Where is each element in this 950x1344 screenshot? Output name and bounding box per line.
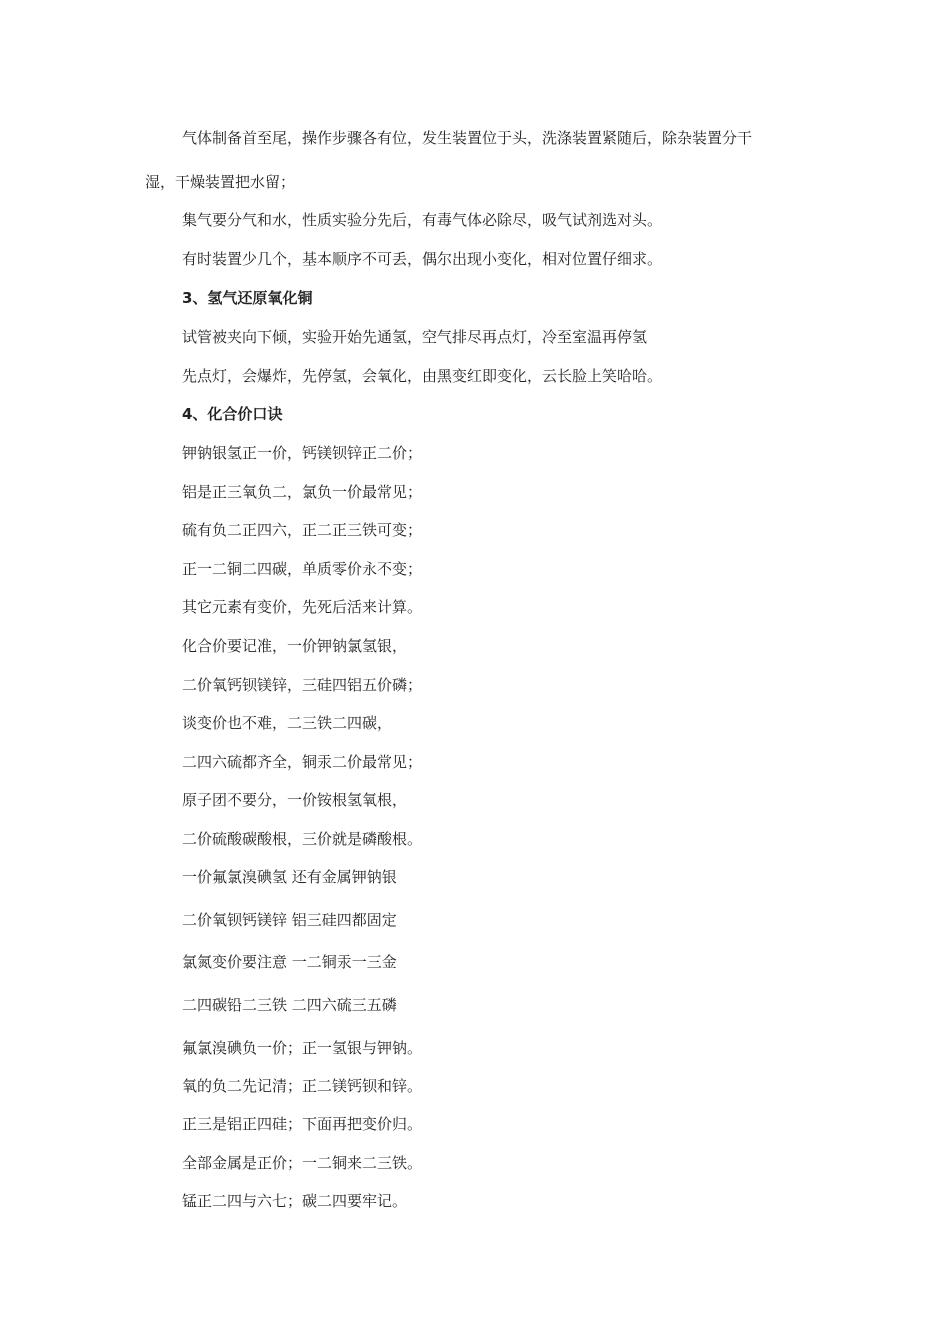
section-3-line-1: 试管被夹向下倾，实验开始先通氢，空气排尽再点灯，冷至室温再停氢 xyxy=(182,328,648,346)
valence-rhyme-line-7: 二价氧钙钡镁锌，三硅四铝五价磷； xyxy=(182,676,423,694)
valence-rhyme-line-16: 氟氯溴碘负一价；正一氢银与钾钠。 xyxy=(182,1039,423,1057)
valence-rhyme-line-8: 谈变价也不难，二三铁二四碳， xyxy=(182,714,393,732)
valence-rhyme-line-11: 二价硫酸碳酸根，三价就是磷酸根。 xyxy=(182,830,423,848)
valence-rhyme-line-13: 二价氧钡钙镁锌 铝三硅四都固定 xyxy=(182,911,397,929)
valence-rhyme-line-3: 硫有负二正四六，正二正三铁可变； xyxy=(182,521,423,539)
valence-rhyme-line-20: 锰正二四与六七；碳二四要牢记。 xyxy=(182,1192,408,1210)
valence-rhyme-line-18: 正三是铝正四硅；下面再把变价归。 xyxy=(182,1115,423,1133)
valence-rhyme-line-19: 全部金属是正价；一二铜来二三铁。 xyxy=(182,1154,423,1172)
section-3-heading: 3、氢气还原氧化铜 xyxy=(182,289,313,307)
paragraph-gas-preparation-line-2: 湿，干燥装置把水留； xyxy=(145,173,296,191)
paragraph-gas-preparation-line-1: 气体制备首至尾，操作步骤各有位，发生装置位于头，洗涤装置紧随后，除杂装置分干 xyxy=(182,129,753,147)
valence-rhyme-line-17: 氧的负二先记清；正二镁钙钡和锌。 xyxy=(182,1077,423,1095)
section-4-heading: 4、化合价口诀 xyxy=(182,405,283,423)
valence-rhyme-line-10: 原子团不要分，一价铵根氢氧根， xyxy=(182,791,408,809)
valence-rhyme-line-6: 化合价要记准，一价钾钠氯氢银， xyxy=(182,637,408,655)
valence-rhyme-line-1: 钾钠银氢正一价，钙镁钡锌正二价； xyxy=(182,444,423,462)
valence-rhyme-line-2: 铝是正三氧负二，氯负一价最常见； xyxy=(182,483,423,501)
paragraph-gas-collection: 集气要分气和水，性质实验分先后，有毒气体必除尽，吸气试剂选对头。 xyxy=(182,211,663,229)
valence-rhyme-line-14: 氯氮变价要注意 一二铜汞一三金 xyxy=(182,953,397,971)
paragraph-apparatus-order: 有时装置少几个，基本顺序不可丢，偶尔出现小变化，相对位置仔细求。 xyxy=(182,250,663,268)
valence-rhyme-line-15: 二四碳铅二三铁 二四六硫三五磷 xyxy=(182,996,397,1014)
valence-rhyme-line-4: 正一二铜二四碳，单质零价永不变； xyxy=(182,560,423,578)
valence-rhyme-line-5: 其它元素有变价，先死后活来计算。 xyxy=(182,598,423,616)
valence-rhyme-line-9: 二四六硫都齐全，铜汞二价最常见； xyxy=(182,753,423,771)
valence-rhyme-line-12: 一价氟氯溴碘氢 还有金属钾钠银 xyxy=(182,868,397,886)
section-3-line-2: 先点灯，会爆炸，先停氢，会氧化，由黑变红即变化，云长脸上笑哈哈。 xyxy=(182,367,663,385)
